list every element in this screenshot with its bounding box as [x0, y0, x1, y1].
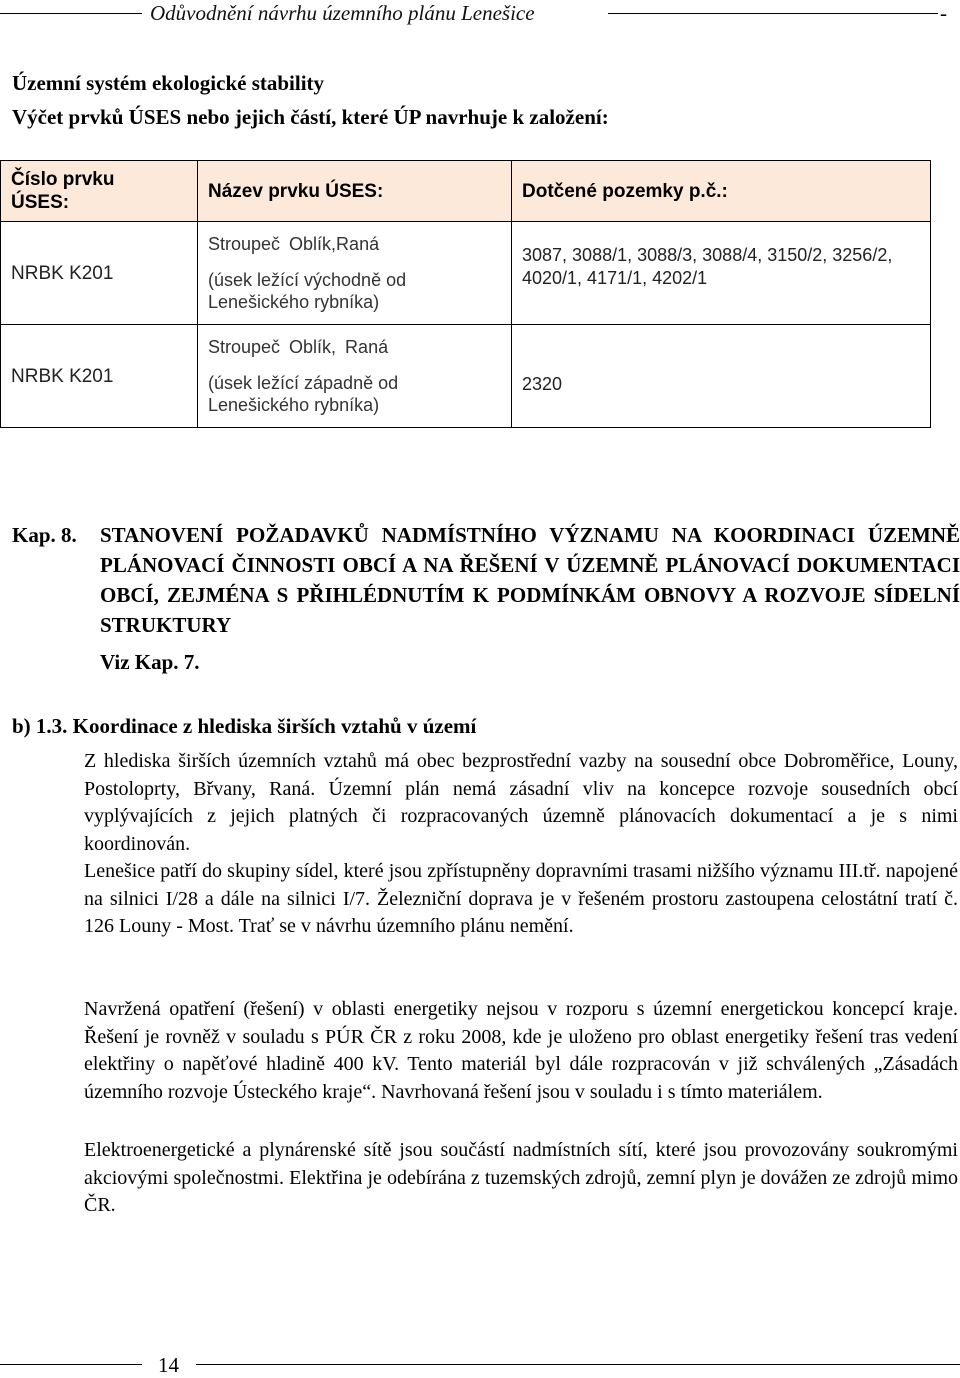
paragraph: Navržená opatření (řešení) v oblasti energetiky nejsou v rozporu s územní energetickou koncepcí kraje. Řešení je rovněž v souladu s PÚR ČR z roku 2008, kde je uloženo pro oblast energetiky řešení tras vedení elektřiny o napěťové hladině 400 kV. Tento materiál byl dále rozpracován v již schválených „Zásadách územního rozvoje Ústeckého kraje“. Navrhovaná řešení jsou v souladu i s tímto materiálem. [84, 998, 958, 1103]
element-description: (úsek ležící východně od Lenešického rybníka) [208, 270, 407, 312]
paragraph: Elektroenergetické a plynárenské sítě jsou součástí nadmístních sítí, které jsou provozovány soukromými akciovými společnostmi. Elektřina je odebírána z tuzemských zdrojů, zemní plyn je dovážen ze zdrojů mimo ČR. [84, 1139, 958, 1216]
header-cell-name: Název prvku ÚSES: [198, 161, 512, 222]
table-row [1, 325, 931, 428]
row-parcels-cell: 2320 [512, 325, 931, 428]
section-subheading: Výčet prvků ÚSES nebo jejich částí, které ÚP navrhuje k založení: [12, 105, 609, 129]
paragraph: Lenešice patří do skupiny sídel, které jsou zpřístupněny dopravními trasami nižšího významu III.tř. napojené na silnici I/28 a dále na silnici I/7. Železniční doprava je v řešeném prostoru zastoupena celostátní tratí č. 126 Louny - Most. Trať se v návrhu územního plánu nemění. [84, 860, 958, 937]
row-name-cell [198, 325, 512, 428]
header-cell-id: Číslo prvku ÚSES: [1, 161, 198, 222]
table-row [1, 222, 931, 325]
header-dash: - [940, 1, 947, 25]
element-description: (úsek ležící západně od Lenešického rybníka) [208, 373, 399, 415]
paragraph: Z hlediska širších územních vztahů má obec bezprostřední vazby na sousední obce Dobroměřice, Louny, Postoloprty, Břvany, Raná. Územní plán nemá zásadní vliv na koncepce rozvoje sousedních obcí vyplývajících z jejich platných či rozpracovaných územně plánovacích dokumentací a je s nimi koordinován. [84, 750, 958, 855]
header-cell-parcels: Dotčené pozemky p.č.: [512, 161, 931, 222]
chapter-heading [12, 520, 960, 640]
chapter-title: STANOVENÍ POŽADAVKŮ NADMÍSTNÍHO VÝZNAMU NA KOORDINACI ÚZEMNĚ PLÁNOVACÍ ČINNOSTI OBCÍ A NA ŘEŠENÍ V ÚZEMNĚ PLÁNOVACÍ DOKUMENTACI OBCÍ, ZEJMÉNA S PŘIHLÉDNUTÍM K PODMÍNKÁM OBNOVY A ROZVOJE SÍDELNÍ STRUKTURY [100, 523, 960, 637]
footer-rule-right [196, 1364, 960, 1365]
element-name: Stroupeč Oblík,Raná [208, 234, 380, 254]
element-name: Stroupeč Oblík, Raná [208, 337, 389, 357]
subsection-heading: b) 1.3. Koordinace z hlediska širších vztahů v území [12, 714, 477, 738]
document-title: Odůvodnění návrhu územního plánu Lenešice [150, 1, 535, 25]
row-parcels-cell: 3087, 3088/1, 3088/3, 3088/4, 3150/2, 3256/2, 4020/1, 4171/1, 4202/1 [512, 222, 931, 325]
header-rule-right [608, 13, 938, 14]
section-heading: Územní systém ekologické stability [12, 71, 325, 95]
table-header-row [1, 161, 931, 222]
uses-table [0, 160, 931, 428]
footer-rule-left [0, 1364, 142, 1365]
row-id-cell: NRBK K201 [1, 325, 198, 428]
row-id-cell: NRBK K201 [1, 222, 198, 325]
chapter-reference: Viz Kap. 7. [100, 650, 200, 674]
row-name-cell [198, 222, 512, 325]
chapter-number: Kap. 8. [12, 523, 77, 547]
header-rule-left [0, 13, 142, 14]
page-number: 14 [158, 1353, 179, 1377]
